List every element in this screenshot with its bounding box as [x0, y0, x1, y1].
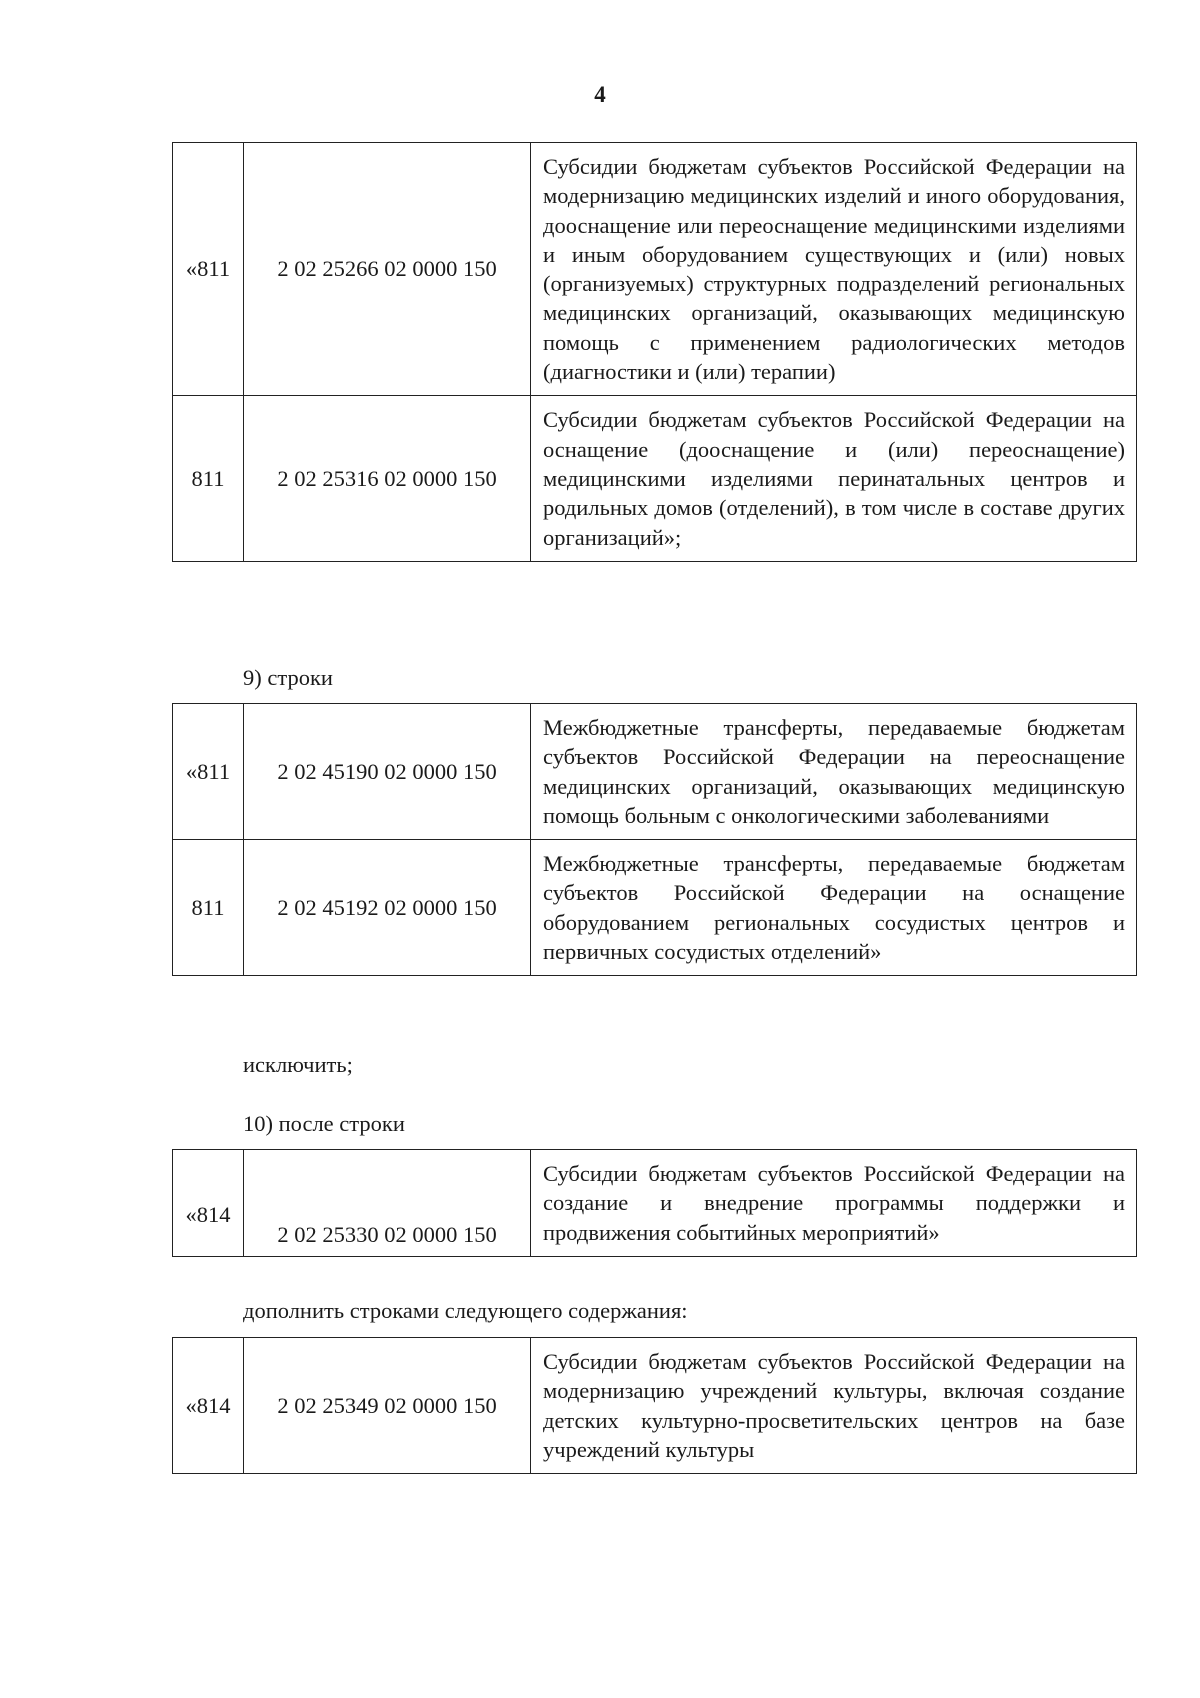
- budget-table-1: [172, 142, 1137, 562]
- description-cell: Межбюджетные трансферты, передаваемые бюджетам субъектов Российской Федерации на оснащение оборудованием региональных сосудистых центров и первичных сосудистых отделений»: [531, 840, 1137, 976]
- admin-code-cell: «811: [173, 143, 244, 396]
- budget-table-4: [172, 1337, 1137, 1474]
- admin-code-cell: «814: [173, 1150, 244, 1257]
- paragraph-exclude: исключить;: [243, 1052, 353, 1077]
- budget-classification-code-cell: 2 02 25330 02 0000 150: [244, 1150, 531, 1257]
- table-row: [173, 1338, 1137, 1474]
- table-row: [173, 396, 1137, 561]
- paragraph-item-9: 9) строки: [243, 665, 333, 690]
- description-cell: Субсидии бюджетам субъектов Российской Федерации на модернизацию учреждений культуры, включая создание детских культурно-просветительских центров на базе учреждений культуры: [531, 1338, 1137, 1474]
- description-cell: Субсидии бюджетам субъектов Российской Федерации на оснащение (дооснащение и (или) переоснащение) медицинскими изделиями перинатальных центров и родильных домов (отделений), в том числе в составе других организаций»;: [531, 396, 1137, 561]
- paragraph-add-rows: дополнить строками следующего содержания:: [243, 1298, 688, 1323]
- admin-code-cell: «811: [173, 704, 244, 840]
- admin-code-cell: 811: [173, 840, 244, 976]
- admin-code-cell: «814: [173, 1338, 244, 1474]
- table-row: [173, 840, 1137, 976]
- paragraph-item-10: 10) после строки: [243, 1111, 405, 1136]
- budget-classification-code-cell: 2 02 25349 02 0000 150: [244, 1338, 531, 1474]
- budget-classification-code-cell: 2 02 25316 02 0000 150: [244, 396, 531, 561]
- table-row: [173, 143, 1137, 396]
- budget-classification-code-cell: 2 02 45192 02 0000 150: [244, 840, 531, 976]
- description-cell: Субсидии бюджетам субъектов Российской Федерации на модернизацию медицинских изделий и иного оборудования, дооснащение или переоснащение медицинскими изделиями и иным оборудованием существующих и (или) новых (организуемых) структурных подразделений региональных медицинских организаций, оказывающих медицинскую помощь с применением радиологических методов (диагностики и (или) терапии): [531, 143, 1137, 396]
- budget-table-3: [172, 1149, 1137, 1257]
- budget-classification-code-cell: 2 02 25266 02 0000 150: [244, 143, 531, 396]
- description-cell: Субсидии бюджетам субъектов Российской Федерации на создание и внедрение программы поддержки и продвижения событийных мероприятий»: [531, 1150, 1137, 1257]
- budget-classification-code-cell: 2 02 45190 02 0000 150: [244, 704, 531, 840]
- budget-table-2: [172, 703, 1137, 976]
- description-cell: Межбюджетные трансферты, передаваемые бюджетам субъектов Российской Федерации на переоснащение медицинских организаций, оказывающих медицинскую помощь больным с онкологическими заболеваниями: [531, 704, 1137, 840]
- admin-code-cell: 811: [173, 396, 244, 561]
- table-row: [173, 1150, 1137, 1257]
- table-row: [173, 704, 1137, 840]
- page-number: 4: [594, 82, 606, 107]
